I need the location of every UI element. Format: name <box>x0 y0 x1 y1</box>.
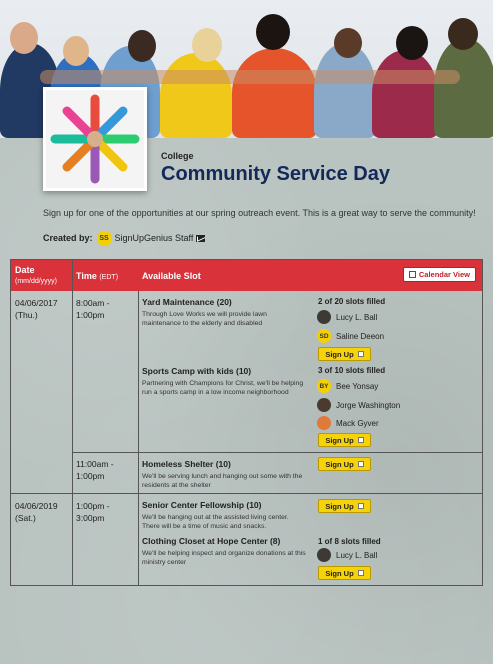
header-time-zone: (EDT) <box>99 274 119 281</box>
signup-person: Mack Gyver <box>317 415 379 431</box>
header-date-format: (mm/dd/yyyy) <box>15 278 57 285</box>
mail-icon[interactable] <box>196 235 205 242</box>
checkbox-icon <box>358 351 364 357</box>
row-divider <box>72 452 482 453</box>
avatar <box>317 310 331 324</box>
event-subtitle: College <box>161 151 194 161</box>
avatar: BY <box>317 379 331 393</box>
col-divider <box>72 260 73 585</box>
signup-person: Lucy L. Ball <box>317 547 377 563</box>
event-description: Sign up for one of the opportunities at our spring outreach event. This is a great way to serve the community! <box>43 208 476 218</box>
creator-name[interactable]: SignUpGenius Staff <box>114 233 194 243</box>
date-cell: 04/06/2017 (Thu.) <box>15 298 58 320</box>
signup-person: Jorge Washington <box>317 397 400 413</box>
signup-person: Lucy L. Ball <box>317 309 377 325</box>
checkbox-icon <box>358 570 364 576</box>
sign-up-button[interactable]: Sign Up <box>318 457 371 471</box>
avatar <box>317 548 331 562</box>
time-cell: 8:00am - 1:00pm <box>76 298 110 320</box>
slot-description: Partnering with Champions for Christ, we'll be helping run a sports camp in a low income neighborhood <box>142 380 304 396</box>
sign-up-button[interactable]: Sign Up <box>318 433 371 447</box>
event-thumbnail-image <box>43 87 147 191</box>
signup-table <box>10 259 483 586</box>
col-divider <box>138 291 139 585</box>
creator-avatar: SS <box>97 231 112 246</box>
slots-filled: 3 of 10 slots filled <box>318 366 386 375</box>
page-title: Community Service Day <box>161 163 390 185</box>
date-cell: 04/06/2019 (Sat.) <box>15 501 58 523</box>
signup-person: BY Bee Yonsay <box>317 378 378 394</box>
time-cell: 11:00am - 1:00pm <box>76 459 114 481</box>
header-date: Date (mm/dd/yyyy) <box>15 265 57 285</box>
slot-description: We'll be hanging out at the assisted living center. There will be a time of music and snacks. <box>142 514 289 530</box>
slots-filled: 2 of 20 slots filled <box>318 297 386 306</box>
slot-title: Yard Maintenance (20) <box>142 297 232 307</box>
header-time: Time (EDT) <box>76 271 119 281</box>
slot-title: Senior Center Fellowship (10) <box>142 500 262 510</box>
time-cell: 1:00pm - 3:00pm <box>76 501 110 523</box>
avatar <box>317 416 331 430</box>
slots-filled: 1 of 8 slots filled <box>318 537 381 546</box>
slot-description: We'll be serving lunch and hanging out some with the residents at the shelter <box>142 473 303 489</box>
table-header <box>11 260 482 291</box>
checkbox-icon <box>358 461 364 467</box>
slot-title: Clothing Closet at Hope Center (8) <box>142 536 281 546</box>
row-divider <box>11 493 482 494</box>
checkbox-icon <box>358 503 364 509</box>
avatar: SD <box>317 329 331 343</box>
signup-person: SD Saline Deeon <box>317 328 384 344</box>
calendar-icon <box>409 271 416 278</box>
slot-title: Homeless Shelter (10) <box>142 459 231 469</box>
created-by <box>43 230 205 246</box>
sign-up-button[interactable]: Sign Up <box>318 566 371 580</box>
slot-description: Through Love Works we will provide lawn maintenance to the elderly and disabled <box>142 311 267 327</box>
checkbox-icon <box>358 437 364 443</box>
created-by-label: Created by: <box>43 233 93 243</box>
slot-title: Sports Camp with kids (10) <box>142 366 252 376</box>
sign-up-button[interactable]: Sign Up <box>318 347 371 361</box>
slot-description: We'll be helping inspect and organize donations at this ministry center <box>142 550 306 566</box>
header-slot: Available Slot <box>142 271 201 281</box>
sign-up-button[interactable]: Sign Up <box>318 499 371 513</box>
calendar-view-button[interactable]: Calendar View <box>403 267 476 282</box>
avatar <box>317 398 331 412</box>
